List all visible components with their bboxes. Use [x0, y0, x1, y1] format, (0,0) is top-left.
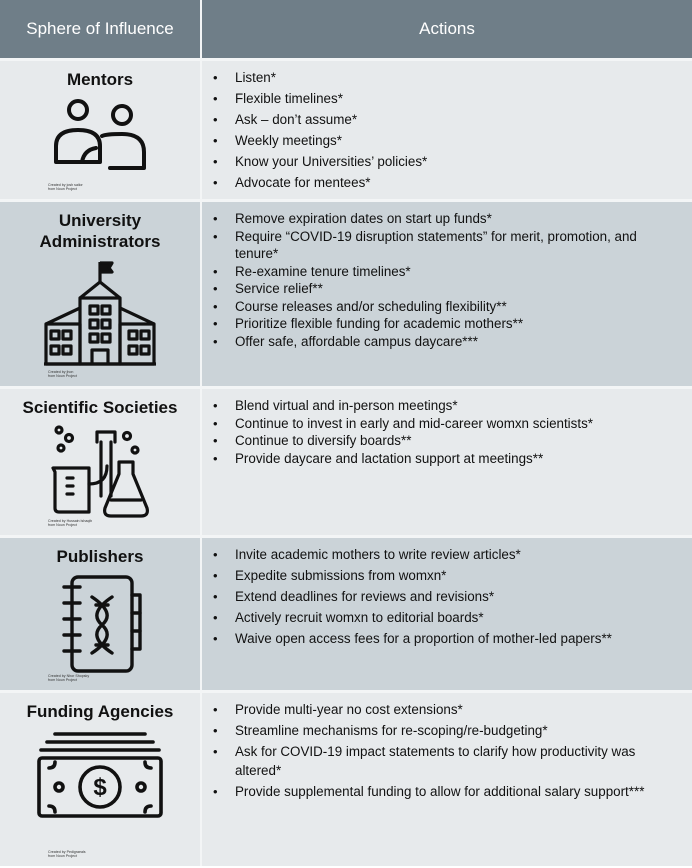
row-mentors-sphere — [0, 61, 200, 199]
action-list — [202, 69, 680, 193]
row-scientific-societies-sphere — [0, 389, 200, 535]
action-item: • Service relief** — [235, 280, 680, 298]
action-item: • Streamline mechanisms for re-scoping/re-budgeting* — [235, 722, 680, 741]
action-item: • Actively recruit womxn to editorial boards* — [235, 609, 680, 628]
icon-credit: Created by Hussain Ishaqib from Noun Project — [48, 518, 93, 527]
row-title: Scientific Societies — [22, 398, 178, 417]
action-item: • Listen* — [235, 69, 680, 88]
row-title: Publishers — [56, 547, 144, 566]
header-actions: Actions — [202, 0, 692, 58]
action-item: • Continue to diversify boards** — [235, 432, 680, 450]
row-mentors-actions — [202, 61, 692, 199]
action-item: • Provide multi-year no cost extensions* — [235, 701, 680, 720]
action-item: • Provide daycare and lactation support at meetings** — [235, 450, 680, 468]
university-building-icon — [42, 258, 158, 370]
action-item: • Advocate for mentees* — [235, 174, 680, 193]
action-item: • Flexible timelines* — [235, 90, 680, 109]
dna-notebook-icon — [50, 573, 150, 675]
icon-credit: Created by Pedigraeals from Noun Project — [48, 849, 86, 858]
icon-credit: Created by josh sailor from Noun Project — [48, 182, 83, 191]
action-item: • Blend virtual and in-person meetings* — [235, 397, 680, 415]
money-stack-icon — [35, 728, 165, 820]
action-item: • Know your Universities’ policies* — [235, 153, 680, 172]
row-title: University Administrators — [39, 211, 161, 251]
action-item: • Remove expiration dates on start up funds* — [235, 210, 680, 228]
row-funding-agencies-actions — [202, 693, 692, 866]
icon-credit: Created by Nhor Shopsky from Noun Project — [48, 673, 90, 682]
svg-text:$: $ — [93, 774, 107, 801]
row-title: Mentors — [66, 70, 134, 89]
action-item: • Course releases and/or scheduling flexibility** — [235, 298, 680, 316]
action-list — [202, 397, 680, 467]
action-item: • Weekly meetings* — [235, 132, 680, 151]
header-sphere-of-influence: Sphere of Influence — [0, 0, 200, 58]
action-list — [202, 701, 680, 801]
row-scientific-societies-actions — [202, 389, 692, 535]
action-item: • Offer safe, affordable campus daycare*** — [235, 333, 680, 351]
row-publishers-sphere — [0, 538, 200, 690]
mentors-people-icon — [50, 98, 150, 172]
action-item: • Provide supplemental funding to allow for additional salary support*** — [235, 783, 680, 802]
row-publishers-actions — [202, 538, 692, 690]
action-item: • Continue to invest in early and mid-career womxn scientists* — [235, 415, 680, 433]
icon-credit: Created by jhon from Noun Project — [48, 369, 77, 378]
action-item: • Prioritize flexible funding for academic mothers** — [235, 315, 680, 333]
row-funding-agencies-sphere — [0, 693, 200, 866]
action-item: • Invite academic mothers to write review articles* — [235, 546, 680, 565]
action-item: • Re-examine tenure timelines* — [235, 263, 680, 281]
row-university-administrators-actions — [202, 202, 692, 386]
action-list — [202, 546, 680, 649]
action-item: • Extend deadlines for reviews and revisions* — [235, 588, 680, 607]
action-item: • Require “COVID-19 disruption statements” for merit, promotion, and tenure* — [235, 228, 680, 263]
row-university-administrators-sphere — [0, 202, 200, 386]
action-item: • Waive open access fees for a proportion of mother-led papers** — [235, 630, 680, 649]
action-list — [202, 210, 680, 350]
action-item: • Ask – don’t assume* — [235, 111, 680, 130]
action-item: • Expedite submissions from womxn* — [235, 567, 680, 586]
row-title: Funding Agencies — [26, 702, 174, 721]
action-item: • Ask for COVID-19 impact statements to clarify how productivity was altered* — [235, 743, 680, 780]
lab-glassware-icon — [49, 422, 151, 522]
